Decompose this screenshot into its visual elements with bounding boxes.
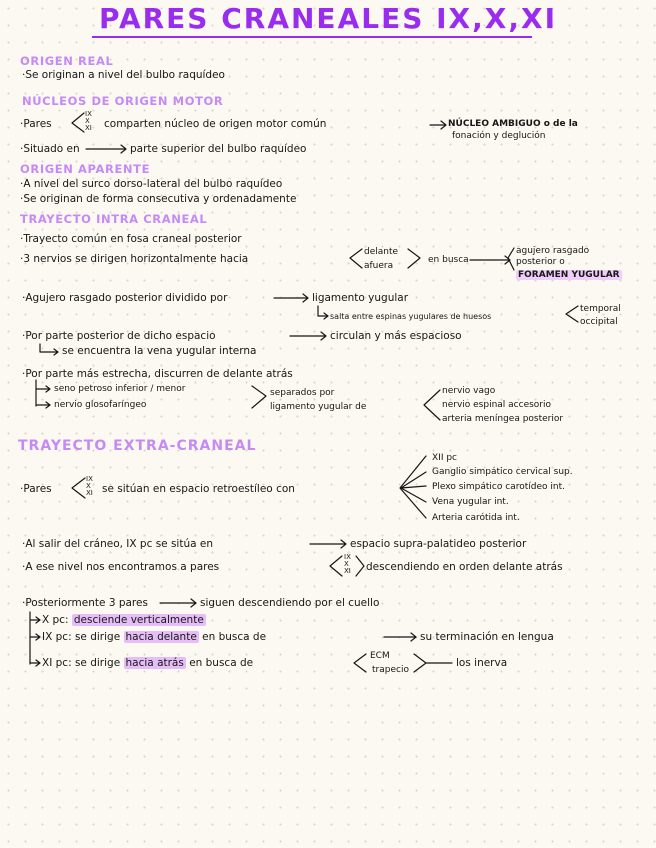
nervio-espinal: nervio espinal accesorio [442, 400, 552, 410]
extra-item-0: XII pc [432, 453, 457, 463]
xipc-hl: hacia atrás [125, 657, 184, 669]
arrow-circulan [290, 332, 326, 340]
vena-yugular: se encuentra la vena yugular interna [62, 345, 257, 357]
xpc-label: X pc: [42, 614, 69, 626]
nucleos-pares: ·Pares [20, 118, 52, 130]
nucleos-comparten: comparten núcleo de origen motor común [104, 118, 327, 130]
intra-line5: ·Por parte más estrecha, discurren de delante atrás [22, 368, 293, 380]
intra-line2: ·3 nervios se dirigen horizontalmente hacia [20, 253, 249, 265]
nucleo-ambiguo: NÚCLEO AMBIGUO o de la [448, 119, 578, 129]
fonacion: fonación y deglución [452, 131, 546, 141]
posterior-o: posterior o [516, 257, 565, 267]
circulan: circulan y más espacioso [330, 330, 462, 342]
brace-separados [252, 386, 266, 408]
arteria-meningea: arteria meníngea posterior [442, 414, 564, 424]
temporal: temporal [580, 304, 621, 314]
situado-en: ·Situado en [20, 143, 80, 155]
arrow-posteriormente [160, 599, 196, 607]
arrow-ligamento [274, 294, 308, 302]
espacio-supra: espacio supra-palatideo posterior [350, 538, 527, 550]
brace-ecm [354, 654, 366, 672]
extra-pares: ·Pares [20, 483, 52, 495]
ixpc-hl: hacia delante [125, 631, 197, 643]
origen-aparente-2: ·Se originan de forma consecutiva y ordenadamente [20, 193, 297, 205]
brace-nivel-close [356, 556, 364, 576]
arrow-situado [86, 145, 126, 153]
extra-item-4: Arteria carótida int. [432, 513, 520, 523]
par-xi: XI [85, 124, 92, 132]
en-busca: en busca [428, 255, 469, 265]
heading-origen-real: ORIGEN REAL [20, 54, 114, 68]
trapecio: trapecio [372, 665, 409, 675]
ixpc-a: se dirige [74, 631, 121, 643]
arrows-pc [30, 612, 40, 666]
xipc-b: en busca de [189, 657, 254, 669]
par-x: X [85, 117, 90, 125]
brace-agujero [508, 248, 514, 270]
heading-nucleos: NÚCLEOS DE ORIGEN MOTOR [22, 94, 224, 108]
xipc-label: XI pc: [42, 657, 72, 669]
brace-temporal-occipital [566, 306, 578, 322]
delante: delante [364, 247, 399, 257]
parte-superior: parte superior del bulbo raquídeo [130, 143, 307, 155]
arrow-nucleo-ambiguo [430, 121, 446, 129]
brace-extra-pares [72, 478, 85, 498]
intra-line3: ·Agujero rasgado posterior dividido por [22, 292, 228, 304]
arrows-seno-glosofaringeo [36, 380, 50, 408]
extra-item-2: Plexo simpático carotídeo int. [432, 482, 565, 492]
a-ese-nivel: ·A ese nivel nos encontramos a pares [22, 561, 220, 573]
los-inerva: los inerva [456, 657, 508, 669]
arrow-al-salir [310, 540, 346, 548]
brace-extra-items-inner [401, 472, 426, 502]
extra-par-xi: XI [86, 489, 93, 497]
ligamento-yugular-de: ligamento yugular de [270, 402, 367, 412]
seno-petroso: seno petroso inferior / menor [54, 384, 186, 394]
salta-entre: salta entre espinas yugulares de huesos [330, 312, 492, 321]
intra-line1: ·Trayecto común en fosa craneal posterior [20, 233, 242, 245]
descendiendo: descendiendo en orden delante atrás [366, 561, 563, 573]
brace-nucleos [72, 113, 84, 132]
intra-line4: ·Por parte posterior de dicho espacio [22, 330, 216, 342]
posteriormente: ·Posteriormente 3 pares [22, 597, 148, 609]
siguen-descendiendo: siguen descendiendo por el cuello [200, 597, 380, 609]
nivel-par-ix: IX [344, 553, 351, 561]
heading-trayecto-intra: TRAYECTO INTRA CRANEAL [20, 212, 208, 226]
nervio-glosofaringeo: nervio glosofaríngeo [54, 400, 147, 410]
se-situan: se sitúan en espacio retroestíleo con [102, 483, 295, 495]
brace-ecm-close [414, 654, 452, 672]
foramen-yugular: FORAMEN YUGULAR [518, 270, 620, 280]
brace-delante-afuera-close [408, 249, 420, 268]
brace-nivel [330, 556, 342, 576]
xpc-text: desciende verticalmente [73, 614, 204, 626]
extra-par-ix: IX [86, 475, 93, 483]
brace-nervios [424, 390, 440, 420]
al-salir: ·Al salir del cráneo, IX pc se sitúa en [22, 538, 214, 550]
extra-par-x: X [86, 482, 91, 490]
nivel-par-x: X [344, 560, 349, 568]
brace-delante-afuera [350, 249, 362, 268]
extra-item-1: Ganglio simpático cervical sup. [432, 467, 573, 477]
arrow-salta [318, 306, 328, 319]
ixpc-b: en busca de [202, 631, 267, 643]
par-ix: IX [85, 110, 92, 118]
arrow-terminacion [384, 633, 416, 641]
arrow-en-busca [470, 256, 510, 264]
agujero-rasgado: agujero rasgado [516, 246, 590, 256]
nivel-par-xi: XI [344, 567, 351, 575]
origen-aparente-1: ·A nivel del surco dorso-lateral del bulbo raquídeo [20, 178, 283, 190]
afuera: afuera [364, 261, 394, 271]
heading-trayecto-extra: TRAYECTO EXTRA-CRANEAL [18, 438, 257, 454]
xipc-a: se dirige [74, 657, 121, 669]
ixpc-terminacion: su terminación en lengua [420, 631, 554, 643]
ligamento-yugular: ligamento yugular [312, 292, 409, 304]
heading-origen-aparente: ORIGEN APARENTE [20, 162, 151, 176]
nervio-vago: nervio vago [442, 386, 496, 396]
occipital: occipital [580, 317, 618, 327]
separados-por: separados por [270, 388, 335, 398]
origen-real-text: ·Se originan a nivel del bulbo raquídeo [22, 69, 225, 81]
extra-item-3: Vena yugular int. [432, 497, 509, 507]
ecm: ECM [370, 651, 390, 661]
page-title: PARES CRANEALES IX,X,XI [99, 2, 557, 35]
ixpc-label: IX pc: [42, 631, 72, 643]
arrow-vena [40, 344, 58, 355]
